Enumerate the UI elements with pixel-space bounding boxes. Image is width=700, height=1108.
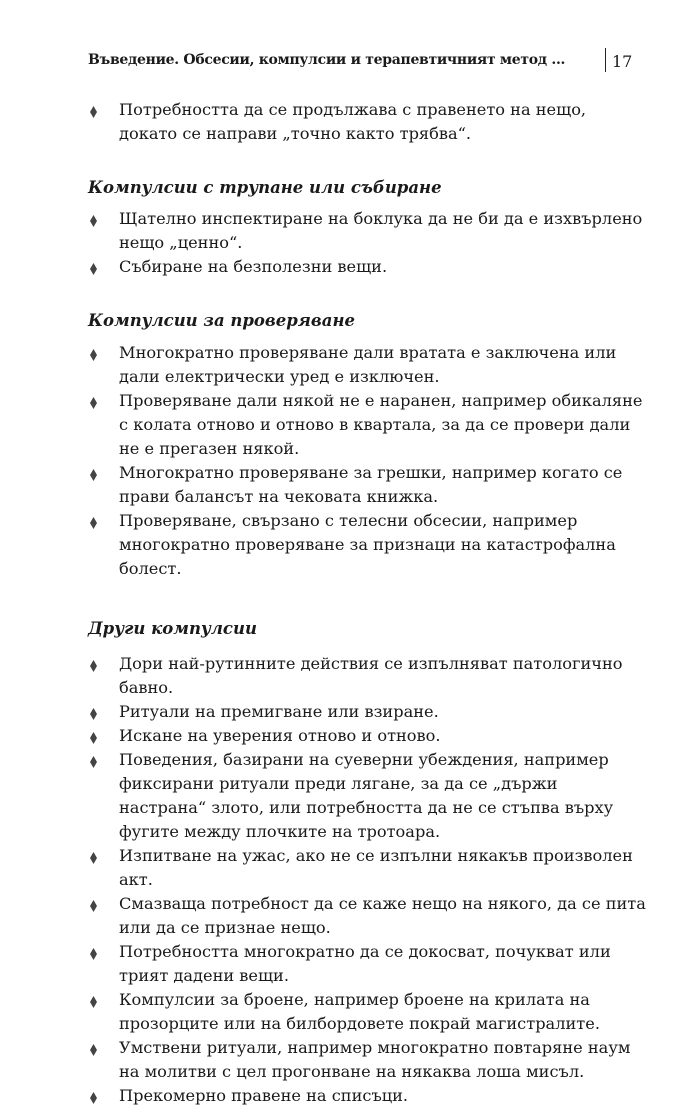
list-item bbox=[88, 389, 648, 461]
list-item-text: Поведения, базирани на суеверни убеждения, например фиксирани ритуали преди лягане, за да се „държи настрана“ злото, или потребността да не се стъпва върху фугите между плочките на тротоара. bbox=[119, 750, 614, 841]
list-item-text: Прекомерно правене на списъци. bbox=[119, 1086, 409, 1105]
list-item-text: Умствени ритуали, например многократно повтаряне наум на молитви с цел прогонване на някаква лоша мисъл. bbox=[119, 1038, 631, 1081]
list-item-text: Проверяване, свързано с телесни обсесии, например многократно проверяване за признаци на катастрофална болест. bbox=[119, 511, 616, 578]
list-item-text: Многократно проверяване дали вратата е заключена или дали електрически уред е изключен. bbox=[119, 343, 617, 386]
intro-list bbox=[88, 98, 648, 146]
diamond-bullet-icon bbox=[90, 1044, 97, 1056]
running-head-title: Въведение. Обсесии, компулсии и терапевтичният метод ... bbox=[88, 52, 566, 68]
list-item-text: Изпитване на ужас, ако не се изпълни някакъв произволен акт. bbox=[119, 846, 633, 889]
section-heading-checking: Компулсии за проверяване bbox=[88, 311, 355, 330]
list-item bbox=[88, 700, 648, 724]
list-item bbox=[88, 844, 648, 892]
list-item bbox=[88, 98, 648, 146]
running-head bbox=[88, 48, 648, 76]
list-item bbox=[88, 341, 648, 389]
list-item bbox=[88, 988, 648, 1036]
list-item bbox=[88, 255, 648, 279]
list-item-text: Дори най-рутинните действия се изпълняват патологично бавно. bbox=[119, 654, 623, 697]
page-number: 17 bbox=[612, 52, 633, 71]
diamond-bullet-icon bbox=[90, 397, 97, 409]
other-list bbox=[88, 652, 648, 1108]
list-item bbox=[88, 892, 648, 940]
diamond-bullet-icon bbox=[90, 1092, 97, 1104]
diamond-bullet-icon bbox=[90, 517, 97, 529]
list-item-text: Смазваща потребност да се каже нещо на някого, да се пита или да се признае нещо. bbox=[119, 894, 646, 937]
diamond-bullet-icon bbox=[90, 852, 97, 864]
list-item-text: Проверяване дали някой не е наранен, например обикаляне с колата отново и отново в квартала, за да се провери дали не е прегазен някой. bbox=[119, 391, 643, 458]
diamond-bullet-icon bbox=[90, 215, 97, 227]
list-item-text: Потребността да се продължава с правенето на нещо, докато се направи „точно както трябва“. bbox=[119, 100, 587, 143]
diamond-bullet-icon bbox=[90, 948, 97, 960]
diamond-bullet-icon bbox=[90, 732, 97, 744]
list-item bbox=[88, 652, 648, 700]
list-item bbox=[88, 748, 648, 844]
list-item bbox=[88, 1036, 648, 1084]
list-item bbox=[88, 509, 648, 581]
diamond-bullet-icon bbox=[90, 996, 97, 1008]
diamond-bullet-icon bbox=[90, 106, 97, 118]
checking-list bbox=[88, 341, 648, 581]
diamond-bullet-icon bbox=[90, 708, 97, 720]
list-item-text: Ритуали на премигване или взиране. bbox=[119, 702, 439, 721]
list-item bbox=[88, 1084, 648, 1108]
diamond-bullet-icon bbox=[90, 349, 97, 361]
running-head-divider bbox=[605, 48, 606, 72]
list-item bbox=[88, 461, 648, 509]
diamond-bullet-icon bbox=[90, 756, 97, 768]
list-item-text: Многократно проверяване за грешки, например когато се прави балансът на чековата книжка. bbox=[119, 463, 623, 506]
page-body bbox=[88, 98, 648, 1108]
diamond-bullet-icon bbox=[90, 263, 97, 275]
list-item-text: Събиране на безполезни вещи. bbox=[119, 257, 388, 276]
list-item-text: Потребността многократно да се докосват, почукват или трият дадени вещи. bbox=[119, 942, 611, 985]
diamond-bullet-icon bbox=[90, 660, 97, 672]
diamond-bullet-icon bbox=[90, 469, 97, 481]
list-item-text: Искане на уверения отново и отново. bbox=[119, 726, 441, 745]
list-item bbox=[88, 724, 648, 748]
section-heading-other: Други компулсии bbox=[88, 619, 257, 638]
section-heading-hoarding: Компулсии с трупане или събиране bbox=[88, 178, 442, 197]
list-item bbox=[88, 940, 648, 988]
diamond-bullet-icon bbox=[90, 900, 97, 912]
list-item-text: Компулсии за броене, например броене на крилата на прозорците или на билбордовете покрай магистралите. bbox=[119, 990, 600, 1033]
list-item bbox=[88, 207, 648, 255]
list-item-text: Щателно инспектиране на боклука да не би да е изхвърлено нещо „ценно“. bbox=[119, 209, 643, 252]
hoarding-list bbox=[88, 207, 648, 279]
